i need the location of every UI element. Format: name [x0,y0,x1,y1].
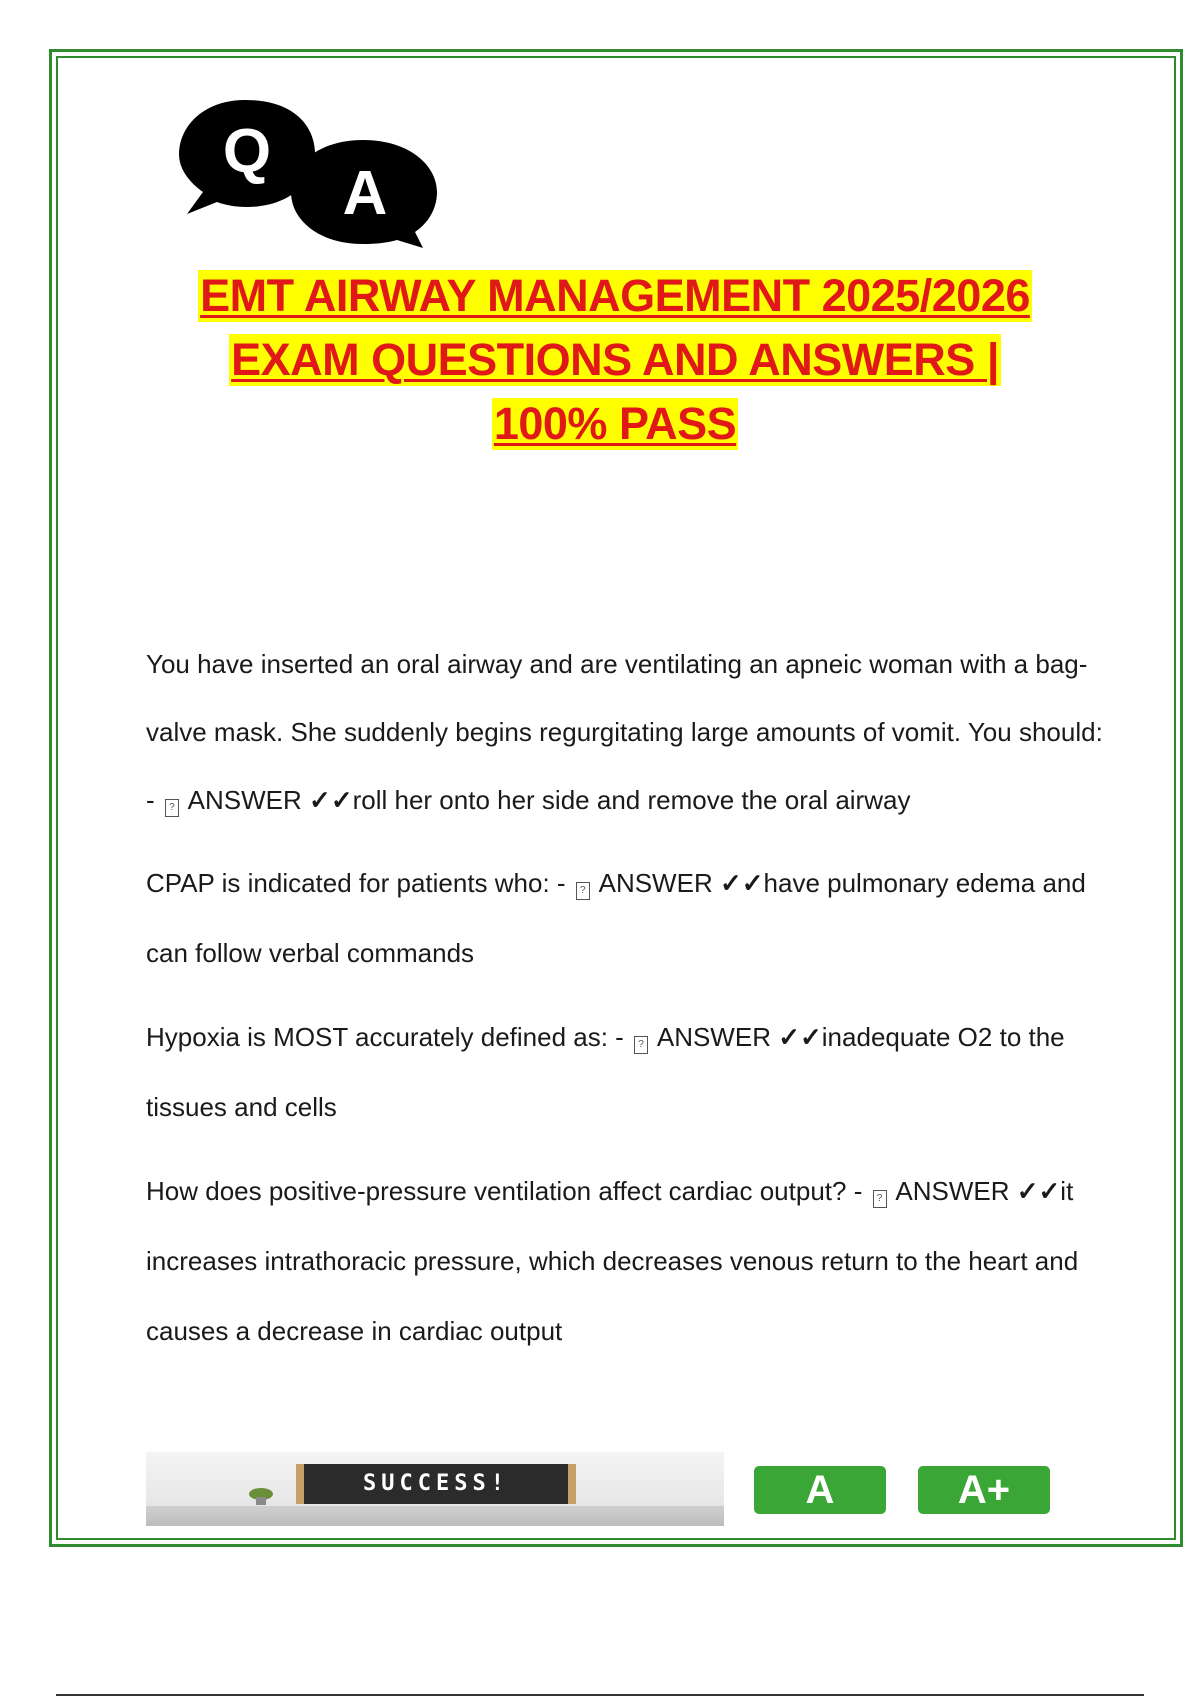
missing-glyph-icon: ? [576,882,590,900]
success-banner-image [146,1452,724,1526]
qa-item [146,630,1106,834]
title-line-1: EMT AIRWAY MANAGEMENT 2025/2026 [200,270,1030,321]
document-title [60,270,1170,462]
grade-a-plus-badge: A+ [918,1466,1050,1514]
grade-a-badge: A [754,1466,886,1514]
double-check-icon: ✓✓ [1016,1176,1061,1206]
question-text: You have inserted an oral airway and are ventilating an apneic woman with a bag-valve mask. She suddenly begins regurgitating large amounts of vomit. You should: - [146,649,1103,815]
answer-text: have pulmonary edema and can follow verbal commands [146,868,1086,968]
logo-q-letter: Q [222,117,272,186]
answer-label: ANSWER [651,1022,779,1052]
missing-glyph-icon: ? [873,1190,887,1208]
title-line-2: EXAM QUESTIONS AND ANSWERS | [231,334,999,385]
qa-item [146,848,1106,988]
answer-label: ANSWER [889,1176,1017,1206]
missing-glyph-icon: ? [165,799,179,817]
answer-text: it increases intrathoracic pressure, which decreases venous return to the heart and causes a decrease in cardiac output [146,1176,1079,1346]
qa-item [146,1002,1106,1142]
double-check-icon: ✓✓ [309,785,353,815]
qa-item [146,1156,1106,1366]
qa-logo [175,92,465,252]
question-text: CPAP is indicated for patients who: - [146,868,573,898]
success-board: SUCCESS! [296,1464,576,1504]
answer-text: roll her onto her side and remove the oral airway [352,785,911,815]
desk-surface [146,1506,724,1526]
double-check-icon: ✓✓ [719,868,764,898]
title-line-3: 100% PASS [493,398,737,449]
answer-label: ANSWER [592,868,720,898]
qa-list [146,630,1106,1380]
missing-glyph-icon: ? [634,1036,648,1054]
question-text: Hypoxia is MOST accurately defined as: - [146,1022,632,1052]
double-check-icon: ✓✓ [778,1022,822,1052]
question-text: How does positive-pressure ventilation affect cardiac output? - [146,1176,870,1206]
logo-a-letter: A [342,159,388,228]
plant-icon [246,1484,276,1506]
answer-text: inadequate O2 to the tissues and cells [146,1022,1065,1122]
answer-label: ANSWER [181,785,310,815]
bottom-divider [56,1694,1144,1696]
